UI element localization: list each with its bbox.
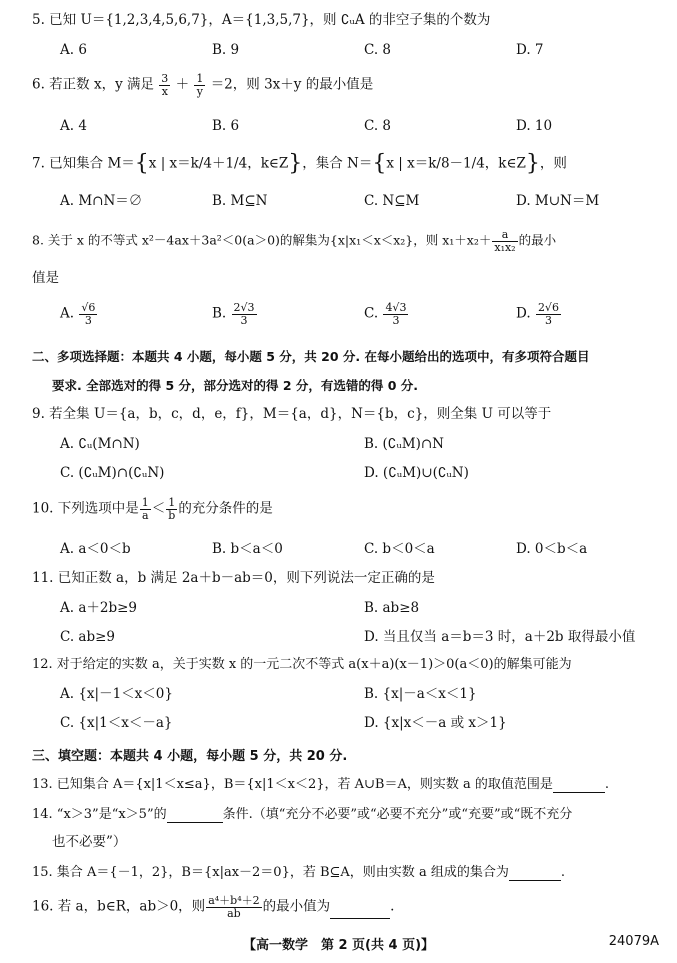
q6-option-c: C. 8: [364, 118, 392, 134]
q12-stem: 12. 对于给定的实数 a，关于实数 x 的一元二次不等式 a(x＋a)(x－1)＞0(a＜0)的解集可能为: [32, 657, 572, 672]
q10-option-d: D. 0＜b＜a: [516, 541, 588, 557]
q7-option-b: B. M⊆N: [212, 193, 268, 209]
q7-suffix: ，则: [539, 155, 567, 172]
q10-stem: [32, 497, 273, 521]
q7-set-n: x | x＝k/8－1/4，k∈Z: [386, 155, 526, 172]
q9-option-d: D. (∁ᵤM)∪(∁ᵤN): [364, 465, 469, 481]
q12-option-d: D. {x|x＜－a 或 x＞1}: [364, 715, 507, 731]
q8-fraction: $\frac{a}{\text{x₁x₂}}$: [494, 228, 516, 254]
q8-stem-line1: [32, 229, 556, 253]
q10-suffix: 的充分条件的是: [178, 500, 273, 517]
q8-stem-line2: 值是: [32, 270, 59, 286]
q12-option-c: C. {x|1＜x＜－a}: [60, 715, 173, 731]
q11-option-b: B. ab≥8: [364, 600, 420, 616]
q7-option-c: C. N⊆M: [364, 193, 420, 209]
q14-stem-line2: 也不必要”）: [52, 834, 127, 850]
q6-fraction-1-over-y: $\frac{1}{y}$: [196, 72, 204, 98]
q7-option-a: A. M∩N＝∅: [60, 193, 143, 209]
q7-prefix: 7. 已知集合 M＝: [32, 155, 135, 172]
q15-end: .: [560, 865, 565, 880]
q16-stem: [32, 895, 394, 919]
q8-option-c: C. $\frac{4√3}{3}$: [364, 301, 407, 327]
q16-prefix: 16. 若 a，b∈R，ab＞0，则: [32, 898, 206, 915]
q5-option-b: B. 9: [212, 42, 240, 58]
q16-end: .: [390, 898, 395, 915]
footer-page-label: 【高一数学 第 2 页(共 4 页)】: [242, 938, 435, 953]
q9-option-c: C. (∁ᵤM)∩(∁ᵤN): [60, 465, 165, 481]
q8-option-b: B. $\frac{2√3}{3}$: [212, 301, 255, 327]
section-2-heading: 二、多项选择题：本题共 4 小题，每小题 5 分，共 20 分. 在每小题给出的选项中，有多项符合题目: [32, 349, 590, 364]
q5-option-a: A. 6: [60, 42, 87, 58]
footer-exam-code: 24079A: [608, 934, 659, 949]
q6-fraction-3-over-x: $\frac{3}{x}$: [161, 72, 169, 98]
q9-stem: 9. 若全集 U＝{a，b，c，d，e，f}，M＝{a，d}，N＝{b，c}，则全集 U 可以等于: [32, 406, 552, 422]
q11-option-a: A. a＋2b≥9: [60, 600, 138, 616]
q7-stem: 7. 已知集合 M＝{x | x＝k/4＋1/4，k∈Z}，集合 N＝{x | x＝k/8－1/4，k∈Z}，则: [32, 151, 567, 176]
q14-prefix: 14. “x＞3”是“x＞5”的: [32, 807, 167, 822]
q15-text: 15. 集合 A＝{－1，2}，B＝{x|ax－2＝0}，若 B⊆A，则由实数 a 组成的集合为: [32, 865, 509, 880]
q13-answer-blank[interactable]: [553, 776, 605, 793]
q10-less-than: ＜: [151, 500, 166, 517]
q5-option-c: C. 8: [364, 42, 392, 58]
q7-option-d: D. M∪N＝M: [516, 193, 600, 209]
q8-text-end: 的最小: [518, 232, 557, 248]
q16-answer-blank[interactable]: [330, 902, 390, 919]
q12-option-b: B. {x|－a＜x＜1}: [364, 686, 477, 702]
q13-text: 13. 已知集合 A＝{x|1＜x≤a}，B＝{x|1＜x＜2}，若 A∪B＝A，则实数 a 的取值范围是: [32, 777, 553, 792]
section-3-heading: 三、填空题：本题共 4 小题，每小题 5 分，共 20 分.: [32, 749, 348, 764]
q15-answer-blank[interactable]: [509, 864, 561, 881]
q14-suffix: 条件.（填“充分不必要”或“必要不充分”或“充要”或“既不充分: [222, 807, 573, 822]
q6-option-a: A. 4: [60, 118, 87, 134]
q6-plus: ＋: [175, 76, 190, 93]
q10-fraction-1-over-b: $\frac{1}{b}$: [168, 496, 176, 522]
q10-option-b: B. b＜a＜0: [212, 541, 283, 557]
q11-stem: 11. 已知正数 a，b 满足 2a＋b－ab＝0，则下列说法一定正确的是: [32, 570, 435, 586]
q9-option-a: A. ∁ᵤ(M∩N): [60, 436, 140, 452]
q16-fraction: $\frac{\text{a⁴＋b⁴＋2}}{ab}$: [208, 894, 260, 920]
q6-option-b: B. 6: [212, 118, 240, 134]
q14-stem-line1: [32, 806, 572, 823]
q10-fraction-1-over-a: $\frac{1}{a}$: [141, 496, 149, 522]
q15-stem: [32, 864, 565, 881]
q6-suffix: ＝2，则 3x＋y 的最小值是: [210, 76, 374, 93]
q8-text: 8. 关于 x 的不等式 x²－4ax＋3a²＜0(a＞0)的解集为{x|x₁＜x＜x₂}，则 x₁＋x₂＋: [32, 232, 492, 248]
q7-set-m: x | x＝k/4＋1/4，k∈Z: [148, 155, 289, 172]
section-2-instructions: 要求. 全部选对的得 5 分，部分选对的得 2 分，有选错的得 0 分.: [52, 378, 419, 393]
q13-stem: [32, 776, 609, 793]
q10-option-a: A. a＜0＜b: [60, 541, 131, 557]
q13-end: .: [604, 777, 610, 792]
q14-answer-blank[interactable]: [167, 806, 223, 823]
q11-option-c: C. ab≥9: [60, 629, 116, 645]
q6-stem: [32, 73, 373, 97]
q7-middle: ，集合 N＝: [302, 155, 373, 172]
q12-option-a: A. {x|－1＜x＜0}: [60, 686, 173, 702]
q11-option-d: D. 当且仅当 a＝b＝3 时，a＋2b 取得最小值: [364, 629, 636, 645]
q6-prefix: 6. 若正数 x，y 满足: [32, 76, 154, 93]
q9-option-b: B. (∁ᵤM)∩N: [364, 436, 444, 452]
q10-prefix: 10. 下列选项中是: [32, 500, 139, 517]
q5-stem: 5. 已知 U＝{1,2,3,4,5,6,7}，A＝{1,3,5,7}，则 ∁ᵤA 的非空子集的个数为: [32, 12, 491, 28]
q5-option-d: D. 7: [516, 42, 544, 58]
q6-option-d: D. 10: [516, 118, 553, 134]
q10-option-c: C. b＜0＜a: [364, 541, 435, 557]
q8-option-a: A. $\frac{√6}{3}$: [60, 301, 96, 327]
q8-option-d: D. $\frac{2√6}{3}$: [516, 301, 559, 327]
q16-suffix: 的最小值为: [262, 898, 331, 915]
